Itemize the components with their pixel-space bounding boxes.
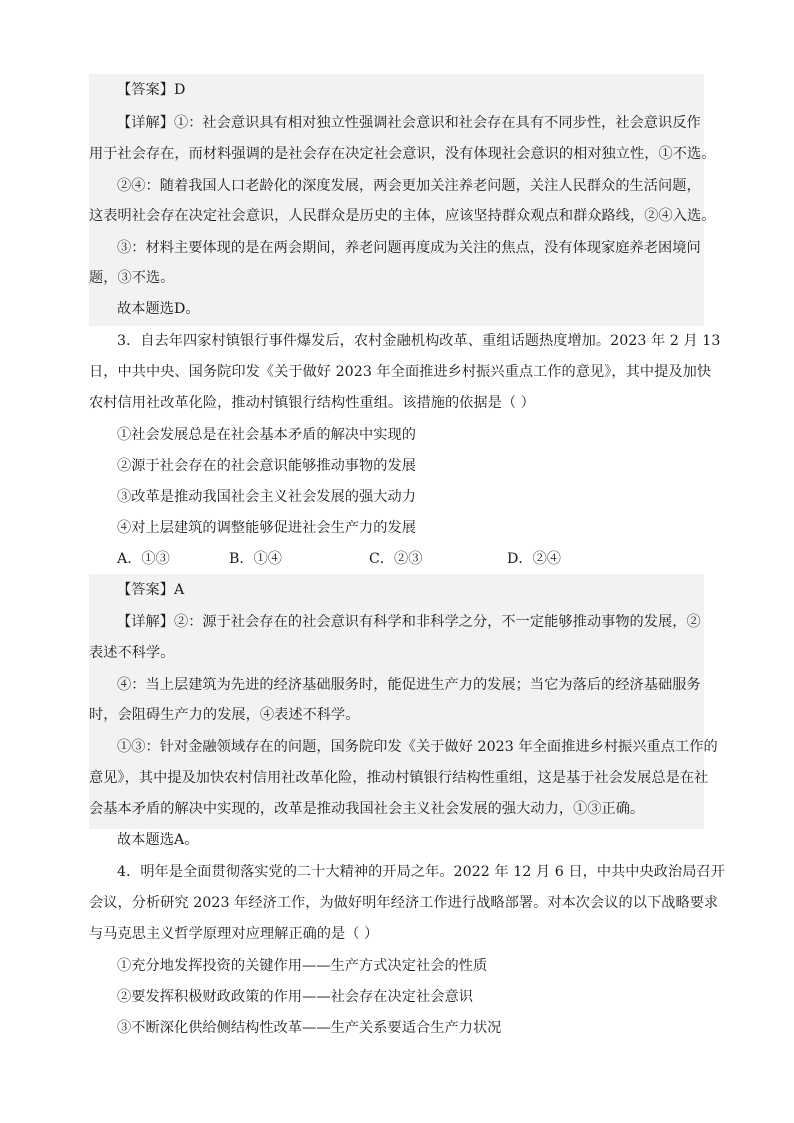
explanation-line: 意见》，其中提及加快农村信用社改革化险，推动村镇银行结构性重组，这是基于社会发展总是在社 [89, 770, 709, 786]
option-c: C．②③ [369, 551, 423, 567]
answer-label: 【答案】A [117, 582, 185, 598]
explanation-line: 【详解】①：社会意识具有相对独立性强调社会意识和社会存在具有不同步性，社会意识反作 [117, 115, 701, 131]
statement-item: ③不断深化供给侧结构性改革——生产关系要适合生产力状况 [117, 1020, 502, 1036]
answer-label: 【答案】D [117, 82, 186, 98]
statement-item: ②要发挥积极财政政策的作用——社会存在决定社会意识 [117, 989, 473, 1005]
option-b: B．①④ [229, 551, 282, 567]
explanation-line: ③：材料主要体现的是在两会期间，养老问题再度成为关注的焦点，没有体现家庭养老困境问 [117, 240, 701, 256]
question-stem: 与马克思主义哲学原理对应理解正确的是（ ） [89, 926, 379, 942]
statement-item: ②源于社会存在的社会意识能够推动事物的发展 [117, 458, 416, 474]
question-stem: 日，中共中央、国务院印发《关于做好 2023 年全面推进乡村振兴重点工作的意见》，其中提及加快 [89, 364, 712, 380]
explanation-line: 会基本矛盾的解决中实现的，改革是推动我国社会主义社会发展的强大动力，①③正确。 [89, 801, 645, 817]
explanation-line: 时，会阻碍生产力的发展，④表述不科学。 [89, 707, 360, 723]
explanation-line: ②④：随着我国人口老龄化的深度发展，两会更加关注养老问题，关注人民群众的生活问题， [117, 178, 701, 194]
explanation-line: 这表明社会存在决定社会意识，人民群众是历史的主体，应该坚持群众观点和群众路线，②④入选。 [89, 208, 716, 224]
explanation-line: 【详解】②：源于社会存在的社会意识有科学和非科学之分，不一定能够推动事物的发展，② [117, 614, 701, 630]
statement-item: ①社会发展总是在社会基本矛盾的解决中实现的 [117, 427, 416, 443]
statement-item: ④对上层建筑的调整能够促进社会生产力的发展 [117, 520, 416, 536]
question-stem: 会议，分析研究 2023 年经济工作，为做好明年经济工作进行战略部署。对本次会议的以下战略要求 [89, 895, 719, 911]
conclusion-text: 故本题选D。 [117, 301, 200, 317]
explanation-line: 用于社会存在，而材料强调的是社会存在决定社会意识，没有体现社会意识的相对独立性，①不选。 [89, 146, 716, 162]
explanation-line: ④：当上层建筑为先进的经济基础服务时，能促进生产力的发展；当它为落后的经济基础服务 [117, 677, 701, 693]
question-stem: 3．自去年四家村镇银行事件爆发后，农村金融机构改革、重组话题热度增加。2023 年 2 月 13 [117, 333, 721, 349]
option-d: D．②④ [507, 551, 561, 567]
option-a: A．①③ [117, 551, 170, 567]
explanation-line: 表述不科学。 [89, 645, 175, 661]
statement-item: ①充分地发挥投资的关键作用——生产方式决定社会的性质 [117, 958, 488, 974]
conclusion-text: 故本题选A。 [117, 832, 199, 848]
question-stem: 农村信用社改革化险，推动村镇银行结构性重组。该措施的依据是（ ） [89, 395, 535, 411]
explanation-line: ①③：针对金融领域存在的问题，国务院印发《关于做好 2023 年全面推进乡村振兴重点工作的 [117, 739, 718, 755]
explanation-line: 题，③不选。 [89, 270, 175, 286]
statement-item: ③改革是推动我国社会主义社会发展的强大动力 [117, 489, 416, 505]
question-stem: 4．明年是全面贯彻落实党的二十大精神的开局之年。2022 年 12 月 6 日，中共中央政治局召开 [117, 864, 725, 880]
answer-block-shade [89, 74, 704, 326]
